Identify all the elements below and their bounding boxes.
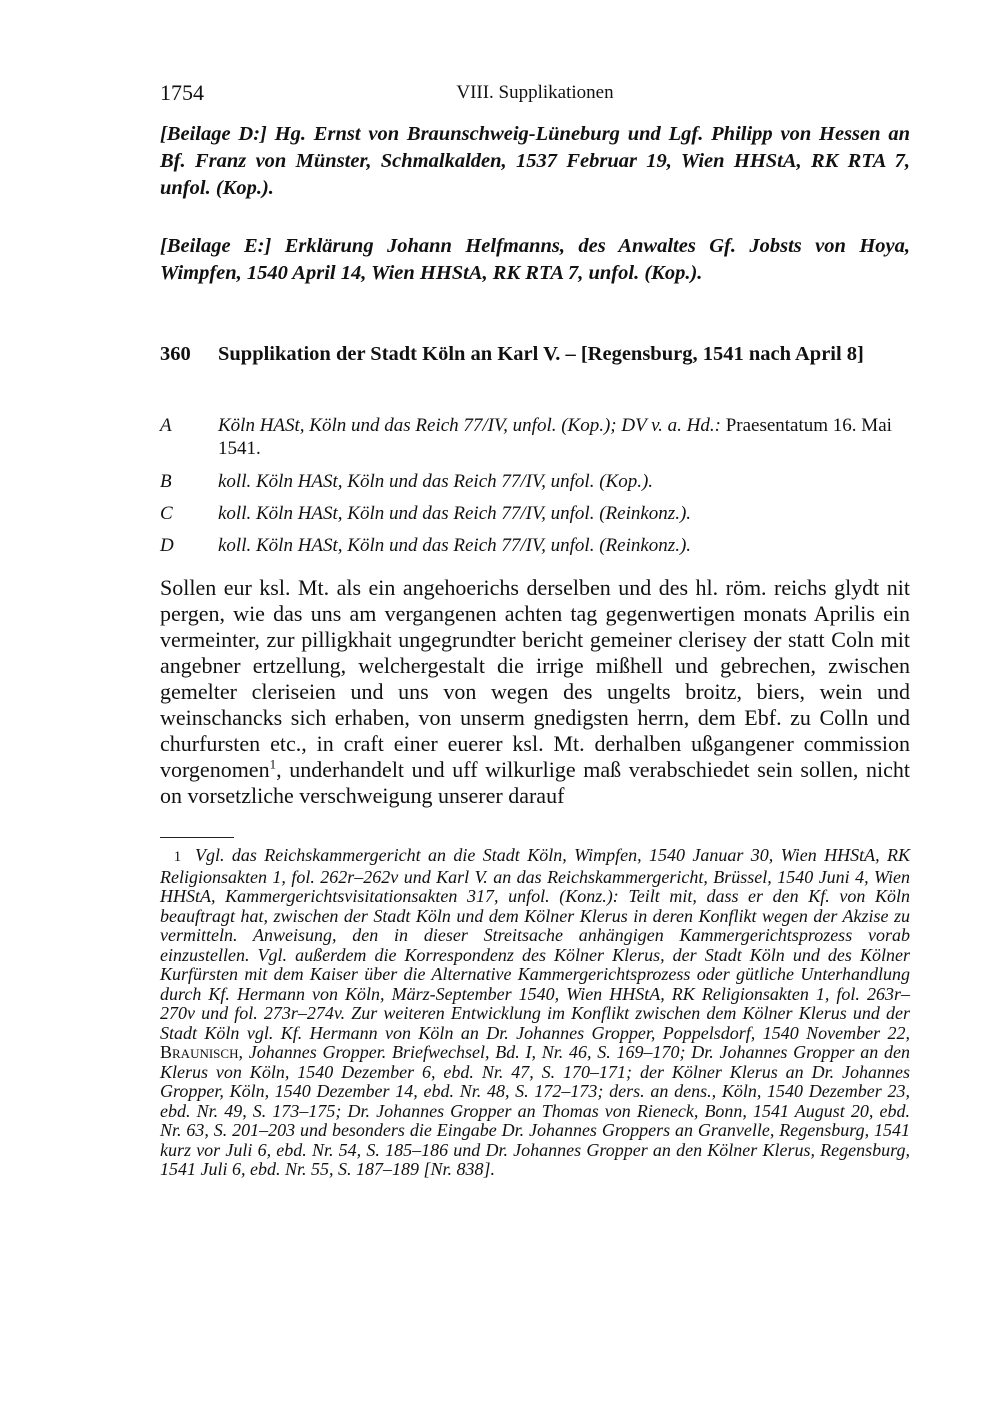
footnote-reference[interactable]: 1 bbox=[269, 756, 277, 772]
beilage-d: [Beilage D:] Hg. Ernst von Braunschweig-Lüneburg und Lgf. Philipp von Hessen an Bf. Franz von Münster, Schmalkalden, 1537 Februar 19, Wien HHStA, RK RTA 7, unfol. (Kop.). bbox=[160, 123, 910, 199]
witness-siglum: A bbox=[160, 415, 172, 436]
body-text-part-2: , underhandelt und uff wilkurlige maß verabschiedet sein sollen, nicht on vorsetzliche verschweigung unserer darauf bbox=[160, 757, 910, 808]
witness-source: koll. Köln HASt, Köln und das Reich 77/IV, unfol. (Kop.). bbox=[218, 471, 654, 492]
footnote-1 bbox=[160, 846, 910, 1180]
document-body-text bbox=[160, 575, 910, 809]
witness-siglum: D bbox=[160, 535, 174, 556]
document-title: Supplikation der Stadt Köln an Karl V. – [Regensburg, 1541 nach April 8] bbox=[218, 343, 864, 365]
footnote-text-part-1: Vgl. das Reichskammergericht an die Stadt Köln, Wimpfen, 1540 Januar 30, Wien HHStA, RK Religionsakten 1, fol. 262r–262v und Karl V. an das Reichskammergericht, Brüssel, 1540 Juni 4, Wien HHStA, Kammergerichtsvisitationsakten 317, unfol. (Konz.): Teilt mit, dass er den Kf. von Köln beauftragt hat, zwischen der Stadt Köln und dem Kölner Klerus in deren Konflikt wegen der Akzise zu vermitteln. Anweisung, den in dieser Streitsache anhängigen Kammergerichtsprozess vorab einzustellen. Vgl. außerdem die Korrespondenz des Kölner Klerus, der Stadt Köln und des Kölner Kurfürsten mit dem Kaiser über die Alternative Kammergerichtsprozess oder gütliche Unterhandlung durch Kf. Hermann von Köln, März-September 1540, Wien HHStA, RK Religionsakten 1, fol. 263r–270v und fol. 273r–274v. Zur weiteren Entwicklung im Konflikt zwischen dem Kölner Klerus und der Stadt Köln vgl. Kf. Hermann von Köln an Dr. Johannes Gropper, Poppelsdorf, 1540 November 22, bbox=[160, 845, 910, 1043]
running-head bbox=[160, 80, 910, 110]
witness-description bbox=[218, 534, 910, 557]
running-title: VIII. Supplikationen bbox=[456, 82, 614, 103]
footnote-text-part-2: , Johannes Gropper. Briefwechsel, Bd. I, Nr. 46, S. 169–170; Dr. Johannes Gropper an den Klerus von Köln, 1540 Dezember 6, ebd. Nr. 47, S. 170–171; der Kölner Klerus an Dr. Johannes Gropper, Köln, 1540 Dezember 14, ebd. Nr. 48, S. 172–173; ders. an dens., Köln, 1540 Dezember 23, ebd. Nr. 49, S. 173–175; Dr. Johannes Gropper an Thomas von Rieneck, Bonn, 1541 August 20, ebd. Nr. 63, S. 201–203 und besonders die Eingabe Dr. Johannes Groppers an Granvelle, Regensburg, 1541 kurz vor Juli 6, ebd. Nr. 54, S. 185–186 und Dr. Johannes Gropper an den Kölner Klerus, Regensburg, 1541 Juli 6, ebd. Nr. 55, S. 187–189 [Nr. 838]. bbox=[160, 1042, 910, 1179]
witness-source: koll. Köln HASt, Köln und das Reich 77/IV, unfol. (Reinkonz.). bbox=[218, 535, 692, 556]
beilage-e: [Beilage E:] Erklärung Johann Helfmanns, des Anwaltes Gf. Jobsts von Hoya, Wimpfen, 1540 April 14, Wien HHStA, RK RTA 7, unfol. (Kop.). bbox=[160, 235, 910, 284]
witness-siglum: C bbox=[160, 503, 173, 524]
witness-description bbox=[218, 414, 910, 460]
footnote-mark: 1 bbox=[173, 849, 182, 865]
witness-description bbox=[218, 470, 910, 493]
page-number: 1754 bbox=[160, 80, 204, 105]
body-text-part-1: Sollen eur ksl. Mt. als ein angehoerichs derselben und des hl. röm. reichs glydt nit pergen, wie das uns am vergangenen achten tag gegenwertigen monats Aprilis ein vermeinter, zur pilligkhait ungegrundter bericht gemeiner clerisey der statt Coln mit angebner ertzellung, welchergestalt die irrige mißhell und gebrechen, zwischen gemelter cleriseien und uns von wegen des ungelts broitz, biers, wein und weinschancks sich erhaben, von unserm gnedigsten herrn, dem Ebf. zu Colln und churfursten etc., in craft einer euerer ksl. Mt. derhalben ußgangener commission vorgenomen bbox=[160, 575, 910, 782]
witness-source: Köln HASt, Köln und das Reich 77/IV, unfol. (Kop.); DV v. a. Hd.: bbox=[218, 415, 721, 436]
witness-description bbox=[218, 502, 910, 525]
witness-siglum: B bbox=[160, 471, 172, 492]
witness-note: Praesentatum 16. Mai 1541. bbox=[218, 415, 892, 459]
footnote-divider bbox=[160, 837, 234, 838]
witness-source: koll. Köln HASt, Köln und das Reich 77/IV, unfol. (Reinkonz.). bbox=[218, 503, 692, 524]
document-number: 360 bbox=[160, 343, 191, 365]
footnote-author: Braunisch bbox=[160, 1042, 239, 1062]
